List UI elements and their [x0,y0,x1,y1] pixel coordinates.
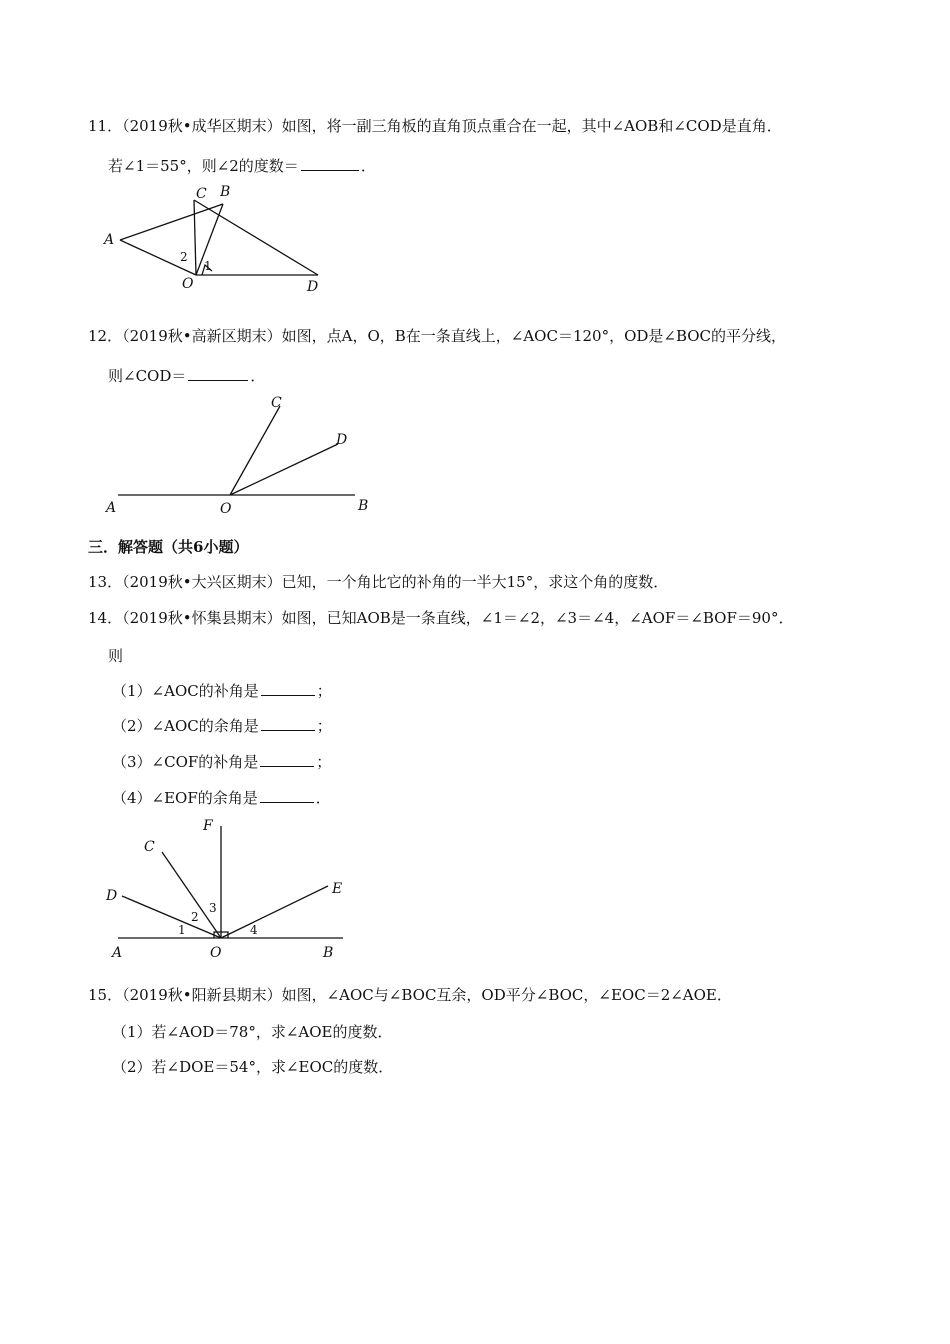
q14-label-F: F [203,818,213,834]
q11-label-B: B [220,184,231,200]
q14-label-O: O [210,945,222,961]
q11-label-1: 1 [204,259,212,273]
q14-item-3-end: ； [316,753,332,771]
q14-item-1-end: ； [316,682,332,700]
q14-ray-OE [221,886,328,938]
q14-item-2-text: （2）∠AOC的余角是 [112,717,259,735]
q11-label-A: A [104,232,115,248]
q14-figure [100,814,360,964]
q15-sub1: （1）若∠AOD＝78°，求∠AOE的度数． [112,1023,393,1041]
q14-label-B: B [323,945,334,961]
q14-item-4 [112,788,331,808]
q14-item-3 [112,752,331,772]
q14-line1: 14．（2019秋•怀集县期末）如图，已知AOB是一条直线，∠1＝∠2，∠3＝∠4，∠AOF＝∠BOF＝90°． [88,609,794,627]
q15-line1: 15．（2019秋•阳新县期末）如图，∠AOC与∠BOC互余，OD平分∠BOC，∠EOC＝2∠AOE． [88,986,732,1004]
q11-label-2: 2 [180,250,188,264]
q14-label-1: 1 [178,923,186,937]
q12-line2-end: ． [250,367,266,385]
q14-item-4-blank[interactable] [260,788,314,803]
q14-label-C: C [144,839,155,855]
q14-item-4-end: ． [315,789,331,807]
q12-label-D: D [336,432,348,448]
q12-ray-OD [230,444,338,495]
q14-label-E: E [332,881,343,897]
q11-line2-end: ． [360,157,376,175]
q14-item-1-blank[interactable] [261,681,315,696]
q12-label-O: O [220,501,232,517]
q12-label-B: B [358,498,369,514]
q14-item-4-text: （4）∠EOF的余角是 [112,789,258,807]
q12-ray-OC [230,406,280,495]
q12-line2 [108,366,265,386]
q11-answer-blank[interactable] [301,156,359,171]
q14-item-3-text: （3）∠COF的补角是 [112,753,259,771]
q11-segment-AB [120,204,223,240]
q14-label-A: A [112,945,123,961]
q14-item-2-end: ； [316,717,332,735]
q14-label-D: D [106,888,118,904]
q12-label-C: C [271,395,282,411]
q12-label-A: A [106,500,117,516]
q14-label-3: 3 [209,901,217,915]
q11-figure [100,180,340,300]
q14-item-2-blank[interactable] [261,716,315,731]
q13-line: 13．（2019秋•大兴区期末）已知，一个角比它的补角的一半大15°，求这个角的度数． [88,573,669,591]
q11-label-O: O [182,276,194,292]
section-3-heading: 三．解答题（共6小题） [88,538,249,556]
q14-line2: 则 [108,647,124,665]
q11-line2 [108,156,376,176]
q14-item-1-text: （1）∠AOC的补角是 [112,682,259,700]
q11-label-C: C [196,186,207,202]
q12-line2-text: 则∠COD＝ [108,367,187,385]
q14-label-2: 2 [191,910,199,924]
q14-item-1 [112,681,332,701]
q15-sub2: （2）若∠DOE＝54°，求∠EOC的度数． [112,1058,394,1076]
q12-figure [100,394,380,520]
q11-label-D: D [307,279,319,295]
q11-line1: 11．（2019秋•成华区期末）如图，将一副三角板的直角顶点重合在一起，其中∠AOB和∠COD是直角． [88,117,782,135]
q11-segment-CD [194,200,318,275]
q14-item-3-blank[interactable] [260,752,314,767]
q14-item-2 [112,716,332,736]
q12-answer-blank[interactable] [188,366,248,381]
q14-label-4: 4 [250,923,258,937]
q12-line1: 12．（2019秋•高新区期末）如图，点A，O，B在一条直线上，∠AOC＝120°，OD是∠BOC的平分线， [88,327,787,345]
q11-line2-text: 若∠1＝55°，则∠2的度数＝ [108,157,299,175]
q11-segment-OC [194,200,196,275]
